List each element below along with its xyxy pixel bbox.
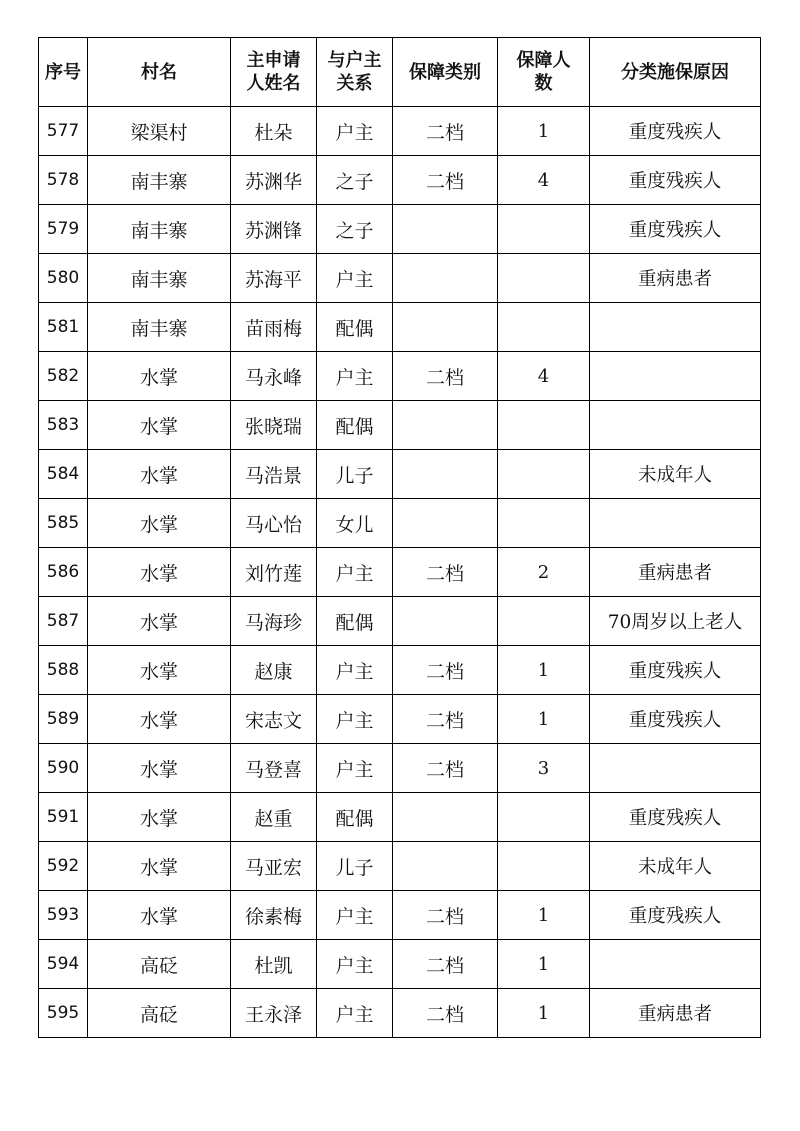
cell-assistance-count: 1: [498, 940, 590, 989]
cell-assistance-count: 4: [498, 156, 590, 205]
cell-assistance-type: 二档: [393, 646, 498, 695]
header-applicant-name: [231, 38, 317, 107]
cell-assistance-type: 二档: [393, 695, 498, 744]
cell-relation: 户主: [317, 107, 393, 156]
table-row: [39, 842, 761, 891]
cell-assistance-reason: 未成年人: [590, 842, 761, 891]
cell-assistance-reason: 重病患者: [590, 989, 761, 1038]
cell-assistance-reason: 70周岁以上老人: [590, 597, 761, 646]
cell-village-name: 水掌: [88, 401, 231, 450]
table-row: [39, 254, 761, 303]
cell-applicant-name: 赵重: [231, 793, 317, 842]
cell-serial-number: 591: [39, 793, 88, 842]
cell-assistance-count: 2: [498, 548, 590, 597]
cell-serial-number: 587: [39, 597, 88, 646]
header-applicant-name-line2: 人姓名: [246, 73, 301, 94]
cell-assistance-type: 二档: [393, 940, 498, 989]
cell-assistance-type: 二档: [393, 548, 498, 597]
header-assistance-count-line2: 数: [534, 73, 553, 94]
cell-serial-number: 584: [39, 450, 88, 499]
cell-village-name: 水掌: [88, 548, 231, 597]
cell-assistance-reason: 重度残疾人: [590, 156, 761, 205]
cell-assistance-type: [393, 793, 498, 842]
cell-applicant-name: 张晓瑞: [231, 401, 317, 450]
cell-assistance-reason: 重度残疾人: [590, 646, 761, 695]
table-body: [39, 107, 761, 1038]
cell-serial-number: 586: [39, 548, 88, 597]
cell-applicant-name: 苏渊锋: [231, 205, 317, 254]
cell-applicant-name: 王永泽: [231, 989, 317, 1038]
table-row: [39, 646, 761, 695]
cell-assistance-count: [498, 597, 590, 646]
cell-village-name: 水掌: [88, 499, 231, 548]
cell-serial-number: 582: [39, 352, 88, 401]
cell-applicant-name: 徐素梅: [231, 891, 317, 940]
header-serial-number: 序号: [39, 38, 88, 107]
header-assistance-type: 保障类别: [393, 38, 498, 107]
cell-serial-number: 583: [39, 401, 88, 450]
cell-assistance-type: [393, 499, 498, 548]
document-sheet: [38, 37, 761, 1038]
cell-relation: 户主: [317, 989, 393, 1038]
cell-applicant-name: 马海珍: [231, 597, 317, 646]
cell-assistance-reason: [590, 940, 761, 989]
cell-serial-number: 590: [39, 744, 88, 793]
cell-applicant-name: 马亚宏: [231, 842, 317, 891]
cell-assistance-type: [393, 254, 498, 303]
cell-assistance-reason: 重病患者: [590, 548, 761, 597]
cell-assistance-reason: 重度残疾人: [590, 793, 761, 842]
cell-serial-number: 578: [39, 156, 88, 205]
cell-village-name: 水掌: [88, 744, 231, 793]
cell-serial-number: 579: [39, 205, 88, 254]
cell-village-name: 梁渠村: [88, 107, 231, 156]
cell-assistance-count: [498, 499, 590, 548]
cell-village-name: 南丰寨: [88, 156, 231, 205]
cell-serial-number: 594: [39, 940, 88, 989]
header-relation: [317, 38, 393, 107]
cell-relation: 之子: [317, 156, 393, 205]
cell-assistance-count: 1: [498, 107, 590, 156]
cell-assistance-reason: [590, 352, 761, 401]
cell-applicant-name: 杜朵: [231, 107, 317, 156]
assistance-roster-table: [38, 37, 761, 1038]
cell-assistance-count: 1: [498, 695, 590, 744]
cell-applicant-name: 马心怡: [231, 499, 317, 548]
cell-assistance-reason: 重度残疾人: [590, 205, 761, 254]
cell-applicant-name: 马登喜: [231, 744, 317, 793]
header-assistance-count-line1: 保障人: [516, 50, 571, 71]
cell-village-name: 水掌: [88, 695, 231, 744]
cell-applicant-name: 刘竹莲: [231, 548, 317, 597]
cell-assistance-type: 二档: [393, 989, 498, 1038]
header-village-name: 村名: [88, 38, 231, 107]
header-relation-line2: 关系: [336, 73, 373, 94]
table-row: [39, 156, 761, 205]
cell-village-name: 南丰寨: [88, 205, 231, 254]
cell-village-name: 高砭: [88, 989, 231, 1038]
table-row: [39, 450, 761, 499]
cell-relation: 女儿: [317, 499, 393, 548]
cell-relation: 儿子: [317, 450, 393, 499]
cell-relation: 配偶: [317, 793, 393, 842]
header-assistance-count: [498, 38, 590, 107]
cell-serial-number: 588: [39, 646, 88, 695]
cell-assistance-type: 二档: [393, 744, 498, 793]
cell-relation: 儿子: [317, 842, 393, 891]
cell-serial-number: 595: [39, 989, 88, 1038]
cell-relation: 配偶: [317, 303, 393, 352]
header-row: [39, 38, 761, 107]
cell-assistance-type: [393, 205, 498, 254]
cell-assistance-reason: 重度残疾人: [590, 891, 761, 940]
cell-assistance-count: [498, 303, 590, 352]
cell-village-name: 水掌: [88, 646, 231, 695]
table-row: [39, 548, 761, 597]
cell-assistance-reason: [590, 401, 761, 450]
cell-assistance-type: [393, 597, 498, 646]
cell-assistance-count: 1: [498, 891, 590, 940]
cell-village-name: 水掌: [88, 891, 231, 940]
cell-assistance-count: [498, 401, 590, 450]
table-header: [39, 38, 761, 107]
cell-assistance-count: [498, 205, 590, 254]
cell-applicant-name: 苏渊华: [231, 156, 317, 205]
cell-applicant-name: 苏海平: [231, 254, 317, 303]
cell-assistance-count: [498, 793, 590, 842]
cell-serial-number: 581: [39, 303, 88, 352]
cell-relation: 户主: [317, 695, 393, 744]
cell-relation: 户主: [317, 352, 393, 401]
table-row: [39, 744, 761, 793]
cell-serial-number: 580: [39, 254, 88, 303]
cell-village-name: 水掌: [88, 597, 231, 646]
cell-assistance-count: [498, 842, 590, 891]
cell-village-name: 水掌: [88, 352, 231, 401]
table-row: [39, 597, 761, 646]
cell-assistance-type: [393, 450, 498, 499]
cell-relation: 户主: [317, 940, 393, 989]
cell-assistance-count: [498, 450, 590, 499]
cell-assistance-type: 二档: [393, 891, 498, 940]
cell-assistance-type: [393, 842, 498, 891]
cell-applicant-name: 苗雨梅: [231, 303, 317, 352]
table-row: [39, 695, 761, 744]
cell-village-name: 高砭: [88, 940, 231, 989]
cell-applicant-name: 赵康: [231, 646, 317, 695]
cell-assistance-type: [393, 303, 498, 352]
cell-assistance-reason: [590, 744, 761, 793]
cell-relation: 配偶: [317, 597, 393, 646]
cell-relation: 户主: [317, 548, 393, 597]
cell-relation: 户主: [317, 646, 393, 695]
cell-assistance-count: [498, 254, 590, 303]
cell-serial-number: 589: [39, 695, 88, 744]
table-row: [39, 793, 761, 842]
cell-assistance-reason: 未成年人: [590, 450, 761, 499]
cell-assistance-reason: 重病患者: [590, 254, 761, 303]
header-assistance-reason: 分类施保原因: [590, 38, 761, 107]
cell-applicant-name: 马永峰: [231, 352, 317, 401]
cell-assistance-count: 3: [498, 744, 590, 793]
cell-serial-number: 577: [39, 107, 88, 156]
cell-village-name: 水掌: [88, 793, 231, 842]
cell-applicant-name: 杜凯: [231, 940, 317, 989]
cell-assistance-reason: [590, 303, 761, 352]
cell-relation: 配偶: [317, 401, 393, 450]
cell-village-name: 南丰寨: [88, 303, 231, 352]
cell-village-name: 水掌: [88, 450, 231, 499]
cell-relation: 户主: [317, 254, 393, 303]
cell-assistance-count: 1: [498, 646, 590, 695]
cell-serial-number: 593: [39, 891, 88, 940]
cell-assistance-type: 二档: [393, 352, 498, 401]
cell-assistance-count: 1: [498, 989, 590, 1038]
table-row: [39, 205, 761, 254]
cell-assistance-reason: [590, 499, 761, 548]
cell-serial-number: 592: [39, 842, 88, 891]
cell-assistance-reason: 重度残疾人: [590, 695, 761, 744]
cell-relation: 户主: [317, 744, 393, 793]
cell-assistance-type: 二档: [393, 156, 498, 205]
cell-assistance-type: [393, 401, 498, 450]
table-row: [39, 352, 761, 401]
table-row: [39, 940, 761, 989]
table-row: [39, 989, 761, 1038]
header-relation-line1: 与户主: [327, 50, 382, 71]
cell-serial-number: 585: [39, 499, 88, 548]
cell-village-name: 水掌: [88, 842, 231, 891]
table-row: [39, 401, 761, 450]
cell-relation: 户主: [317, 891, 393, 940]
cell-applicant-name: 马浩景: [231, 450, 317, 499]
cell-assistance-count: 4: [498, 352, 590, 401]
cell-relation: 之子: [317, 205, 393, 254]
cell-assistance-reason: 重度残疾人: [590, 107, 761, 156]
cell-village-name: 南丰寨: [88, 254, 231, 303]
table-row: [39, 107, 761, 156]
table-row: [39, 499, 761, 548]
cell-applicant-name: 宋志文: [231, 695, 317, 744]
table-row: [39, 303, 761, 352]
header-applicant-name-line1: 主申请: [246, 50, 301, 71]
table-row: [39, 891, 761, 940]
cell-assistance-type: 二档: [393, 107, 498, 156]
